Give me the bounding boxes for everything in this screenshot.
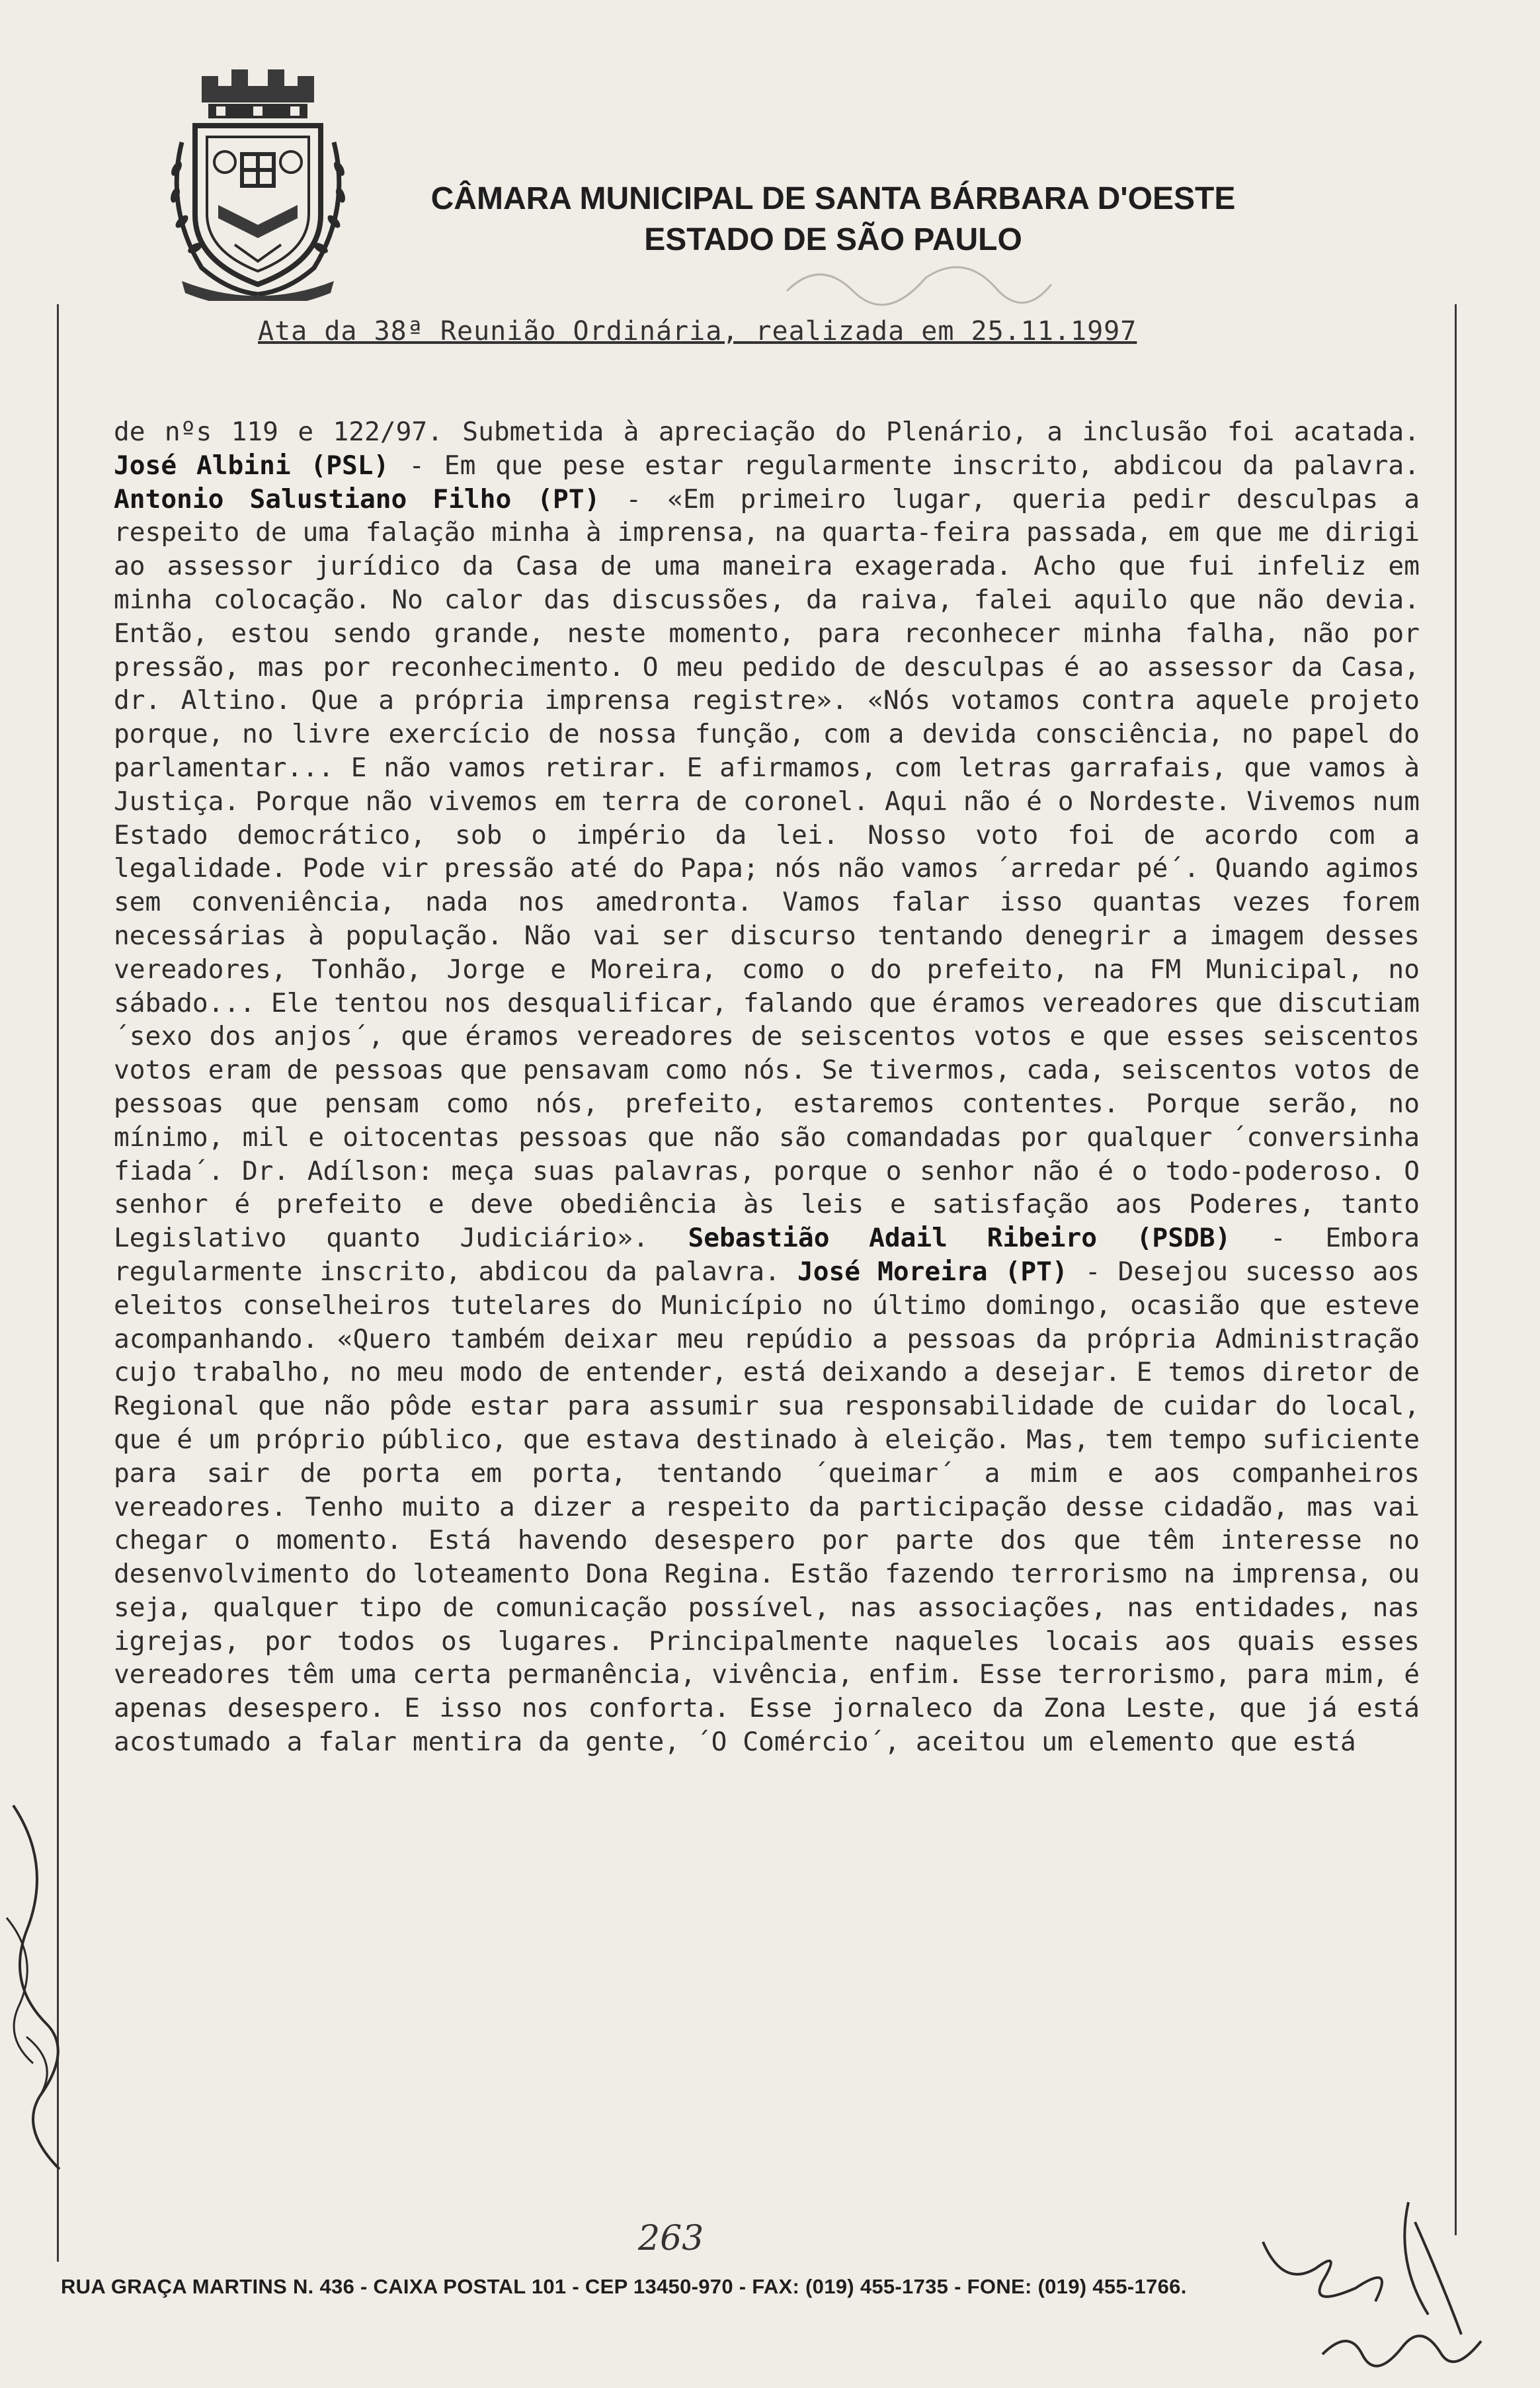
speaker-name: Antonio Salustiano Filho (PT)	[114, 483, 600, 515]
minutes-body	[114, 415, 1420, 1759]
speaker-name: José Moreira (PT)	[797, 1256, 1068, 1287]
speaker-name: Sebastião Adail Ribeiro (PSDB)	[688, 1223, 1231, 1254]
body-text-segment: - Desejou sucesso aos eleitos conselheiros tutelares do Município no último domingo, ocasião que esteve acompanhando. «Quero também deixar meu repúdio a pessoas da própria Administração cujo trabalho, no meu modo de entender, está deixando a desejar. E temos diretor de Regional que não pôde estar para assumir sua responsabilidade de cuidar do local, que é um próprio público, que estava destinado à eleição. Mas, tem tempo suficiente para sair de porta em porta, tentando ´queimar´ a mim e aos companheiros vereadores. Tenho muito a dizer a respeito da participação desse cidadão, mas vai chegar o momento. Está havendo desespero por parte dos que têm interesse no desenvolvimento do loteamento Dona Regina. Estão fazendo terrorismo na imprensa, ou seja, qualquer tipo de comunicação possível, nas associações, nas entidades, nas igrejas, por todos os lugares. Principalmente naqueles locais aos quais esses vereadores têm uma certa permanência, vivência, enfim. Esse terrorismo, para mim, é apenas desespero. E isso nos conforta. Esse jornaleco da Zona Leste, que já está acostumado a falar mentira da gente, ´O Comércio´, aceitou um elemento que está	[114, 1256, 1420, 1758]
speaker-name: José Albini (PSL)	[114, 450, 389, 481]
bottom-right-signature	[1243, 2182, 1521, 2387]
footer-address: RUA GRAÇA MARTINS N. 436 - CAIXA POSTAL 101 - CEP 13450-970 - FAX: (019) 455-1735 - FONE: (019) 455-1766.	[61, 2275, 1187, 2298]
right-margin-line	[1455, 304, 1457, 2235]
body-text-segment: de nºs 119 e 122/97. Submetida à apreciação do Plenário, a inclusão foi acatada.	[114, 417, 1420, 447]
page-number: 263	[638, 2219, 704, 2258]
left-margin-signature	[0, 1786, 86, 2182]
body-text-segment: - Embora regularmente inscrito, abdicou da palavra.	[114, 1223, 1420, 1287]
letterhead	[370, 179, 1296, 261]
coat-of-arms-icon	[155, 63, 360, 301]
institution-name: CÂMARA MUNICIPAL DE SANTA BÁRBARA D'OESTE	[430, 181, 1236, 216]
faint-background-signature	[780, 251, 1058, 331]
body-text-segment: - «Em primeiro lugar, queria pedir desculpas a respeito de uma falação minha à imprensa, na quarta-feira passada, em que me dirigi ao assessor jurídico da Casa de uma maneira exagerada. Acho que fui infeliz em minha colocação. No calor das discussões, da raiva, falei aquilo que não devia. Então, estou sendo grande, neste momento, para reconhecer minha falha, não por pressão, mas por reconhecimento. O meu pedido de desculpas é ao assessor da Casa, dr. Altino. Que a própria imprensa registre». «Nós votamos contra aquele projeto porque, no livre exercício de nossa função, com a devida consciência, no papel do parlamentar... E não vamos retirar. E afirmamos, com letras garrafais, que vamos à Justiça. Porque não vivemos em terra de coronel. Aqui não é o Nordeste. Vivemos num Estado democrático, sob o império da lei. Nosso voto foi de acordo com a legalidade. Pode vir pressão até do Papa; nós não vamos ´arredar pé´. Quando agimos sem conveniência, nada nos amedronta. Vamos falar isso quantas vezes forem necessárias à população. Não vai ser discurso tentando denegrir a imagem desses vereadores, Tonhão, Jorge e Moreira, como o do prefeito, na FM Municipal, no sábado... Ele tentou nos desqualificar, falando que éramos vereadores que discutiam ´sexo dos anjos´, que éramos vereadores de seiscentos votos e que esses seiscentos votos eram de pessoas que pensavam como nós. Se tivermos, cada, seiscentos votos de pessoas que pensam como nós, prefeito, estaremos contentes. Porque serão, no mínimo, mil e oitocentas pessoas que não são comandadas por qualquer ´conversinha fiada´. Dr. Adílson: meça suas palavras, porque o senhor não é o todo-poderoso. O senhor é prefeito e deve obediência às leis e satisfação aos Poderes, tanto Legislativo quanto Judiciário».	[114, 483, 1420, 1254]
minutes-title: Ata da 38ª Reunião Ordinária, realizada em 25.11.1997	[258, 316, 1137, 347]
body-text-segment: - Em que pese estar regularmente inscrito, abdicou da palavra.	[389, 450, 1420, 481]
state-name: ESTADO DE SÃO PAULO	[644, 222, 1022, 257]
